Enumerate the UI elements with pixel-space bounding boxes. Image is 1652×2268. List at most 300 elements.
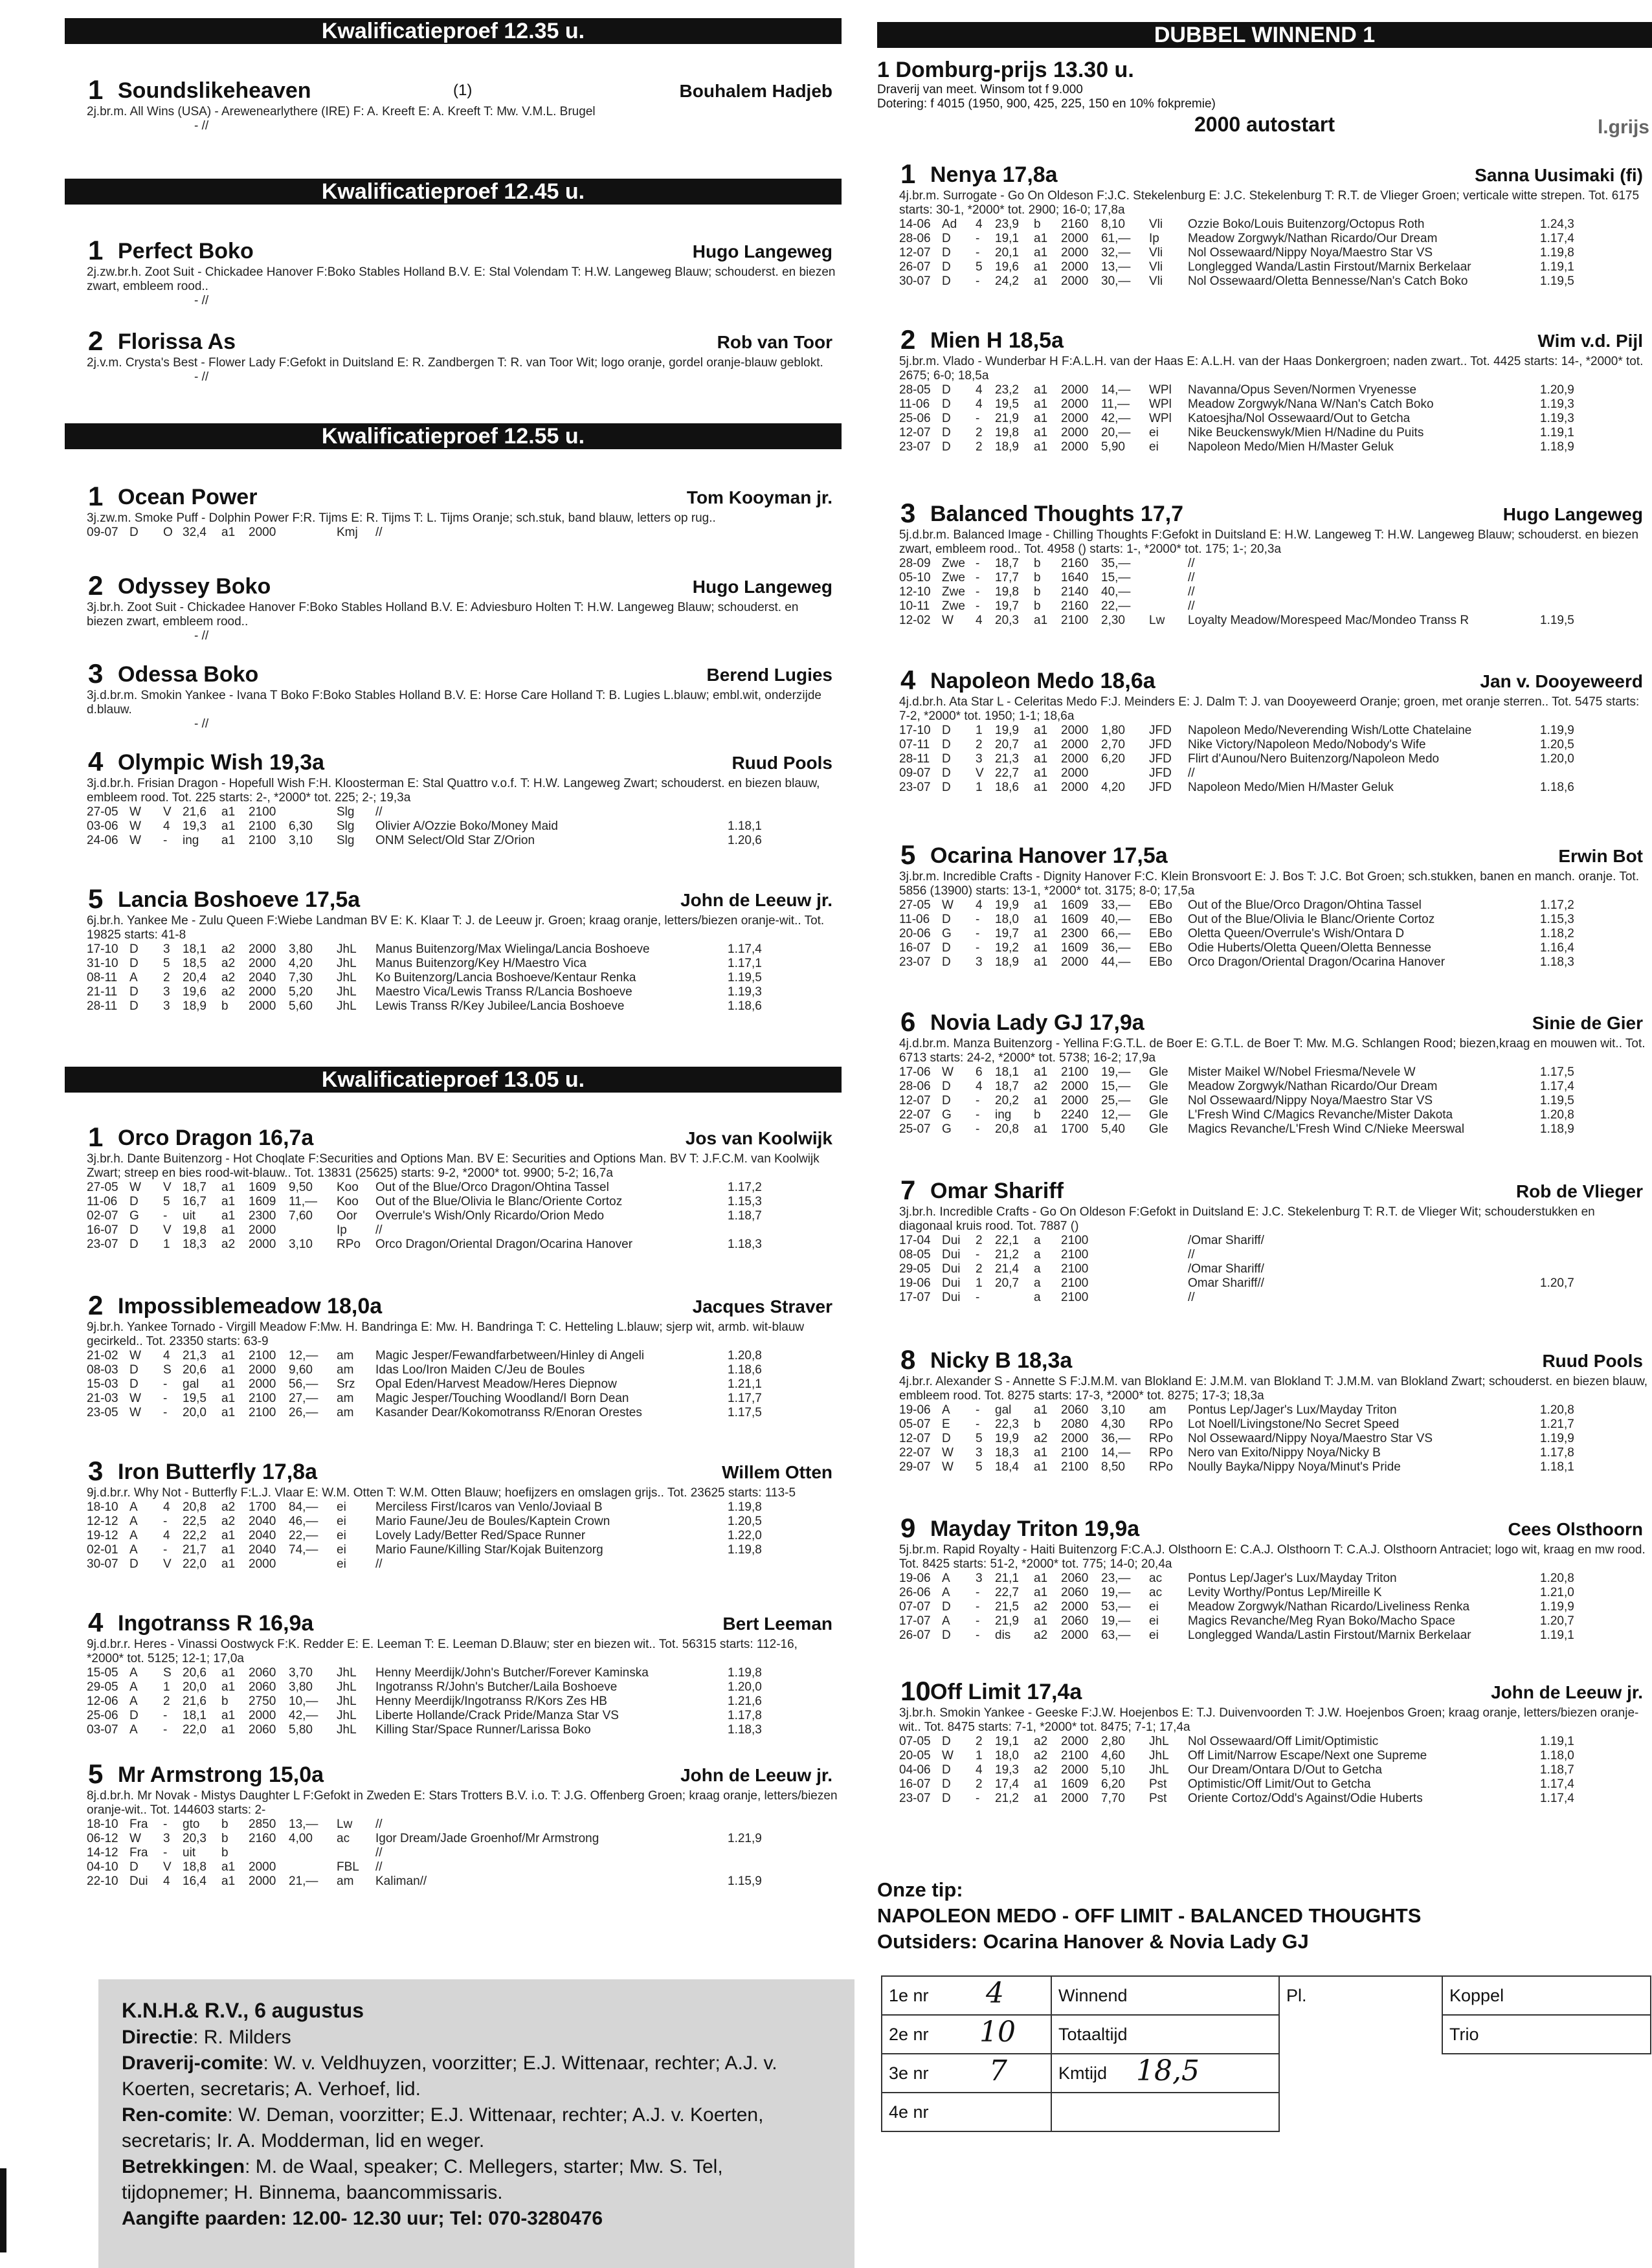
race-start-type: 2000 autostart	[1194, 113, 1335, 136]
totaaltijd-cell: Totaaltijd	[1051, 2015, 1279, 2054]
run-cell: 21,2	[995, 1248, 1019, 1262]
past-runs-table	[87, 1666, 769, 1737]
run-cell: a1	[1034, 955, 1048, 969]
run-cell: 5	[163, 1195, 170, 1208]
entry-number: 1	[88, 235, 104, 265]
run-cell: 23,9	[995, 217, 1019, 231]
horse-entry	[877, 1676, 1652, 1806]
run-cell: 2100	[1061, 1276, 1089, 1290]
run-cell: 28-09	[899, 557, 931, 570]
run-cell: 4	[163, 819, 170, 833]
run-cell: Napoleon Medo/Neverending Wish/Lotte Chatelaine	[1188, 724, 1472, 737]
entry-header	[877, 1007, 1652, 1037]
run-cell: a1	[1034, 927, 1048, 940]
run-cell	[289, 805, 337, 819]
run-cell: a1	[221, 1860, 236, 1874]
result-row-3	[882, 2054, 1051, 2093]
run-cell: -	[163, 1392, 168, 1405]
entry-number: 1	[88, 481, 104, 511]
entry-mark: - //	[194, 119, 209, 133]
run-cell: JhL	[337, 1709, 357, 1722]
run-cell: 04-10	[87, 1860, 118, 1874]
run-cell: 2100	[249, 1406, 276, 1419]
run-row	[899, 927, 1581, 941]
run-cell: 18-10	[87, 1500, 118, 1514]
run-cell: 23-07	[87, 1238, 118, 1251]
run-cell: 12,—	[1101, 1108, 1131, 1122]
run-cell: 3	[163, 985, 170, 999]
run-cell: ONM Select/Old Star Z/Orion	[375, 834, 535, 847]
run-cell: 2140	[1061, 585, 1089, 599]
run-cell: 08-03	[87, 1363, 118, 1377]
run-cell: 84,—	[289, 1500, 318, 1514]
run-cell: 1.19,3	[1540, 412, 1574, 425]
horse-entry	[65, 236, 842, 308]
run-cell: 2,80	[1101, 1735, 1125, 1748]
run-cell: 2160	[1061, 599, 1089, 613]
run-cell: 1.20,7	[1540, 1276, 1574, 1290]
run-row	[899, 941, 1581, 955]
run-row	[87, 1832, 769, 1846]
run-cell: JhL	[337, 971, 357, 984]
run-cell: W	[129, 1349, 141, 1362]
run-cell: 19,1	[995, 232, 1019, 245]
run-cell: D	[942, 1600, 951, 1614]
run-cell: -	[976, 1291, 980, 1304]
run-cell: Orco Dragon/Oriental Dragon/Ocarina Hanover	[1188, 955, 1446, 969]
run-cell: a1	[1034, 274, 1048, 288]
run-cell: 2100	[1061, 1262, 1089, 1276]
entry-number: 2	[900, 324, 916, 355]
run-cell: Kasander Dear/Kokomotranss R/Enoran Orestes	[375, 1406, 642, 1419]
run-cell: 31-10	[87, 957, 118, 970]
run-cell: 2000	[1061, 232, 1089, 245]
run-cell: 20,4	[183, 971, 206, 984]
result-row-4: 4e nr	[882, 2093, 1051, 2131]
run-cell: 2060	[1061, 1403, 1089, 1417]
run-cell: Ingotranss R/John's Butcher/Laila Boshoeve	[375, 1680, 618, 1694]
run-cell: A	[942, 1586, 950, 1599]
empty-cell	[1442, 2093, 1651, 2131]
run-cell: //	[1188, 571, 1195, 584]
run-cell: b	[1034, 557, 1041, 570]
run-cell: 21,—	[289, 1874, 318, 1888]
winnend-cell: Winnend	[1051, 1976, 1279, 2015]
run-cell: 22,0	[183, 1557, 206, 1571]
run-cell: -	[976, 1792, 980, 1805]
run-cell: a1	[1034, 1572, 1048, 1585]
run-cell: //	[1188, 585, 1195, 599]
run-cell: 2000	[1061, 246, 1089, 260]
entry-header	[877, 840, 1652, 870]
run-cell: Nol Ossewaard/Nippy Noya/Maestro Star VS	[1188, 1432, 1433, 1445]
run-cell: Koo	[337, 1195, 359, 1208]
run-cell: Magic Jesper/Fewandfarbetween/Hinley di Angeli	[375, 1349, 645, 1362]
run-cell: 27-05	[87, 805, 118, 819]
run-cell: 1.18,9	[1540, 1122, 1574, 1136]
horse-name: Nenya 17,8a	[930, 162, 1058, 187]
horse-entry	[65, 75, 842, 133]
horse-entry	[65, 1759, 842, 1889]
run-row	[899, 1276, 1581, 1291]
run-cell: 5	[976, 1460, 983, 1474]
run-cell: //	[375, 1860, 383, 1874]
run-cell: 26,—	[289, 1406, 318, 1419]
run-cell	[1149, 585, 1188, 599]
run-cell	[1149, 1276, 1188, 1291]
run-cell: 2000	[249, 1238, 276, 1251]
run-row	[899, 1403, 1581, 1418]
run-cell: 9,60	[289, 1363, 313, 1377]
run-cell: ei	[337, 1543, 346, 1557]
run-cell: 20,3	[183, 1832, 206, 1845]
run-cell	[1101, 1291, 1149, 1305]
run-cell: D	[129, 999, 139, 1013]
section-banner: Kwalificatieproef 13.05 u.	[65, 1067, 842, 1093]
run-cell: 3,10	[289, 1238, 313, 1251]
run-cell: 1.17,4	[1540, 1792, 1574, 1805]
run-cell: 1.19,3	[728, 985, 762, 999]
run-cell: Lewis Transs R/Key Jubilee/Lancia Boshoeve	[375, 999, 625, 1013]
run-cell: W	[129, 1406, 141, 1419]
run-cell: 25-06	[899, 412, 931, 425]
driver-name: Cees Olsthoorn	[1508, 1519, 1643, 1539]
run-row	[899, 571, 1581, 585]
horse-name: Odessa Boko	[118, 662, 259, 687]
run-cell: Zwe	[942, 557, 965, 570]
run-cell: 26-07	[899, 260, 931, 274]
run-cell: 2100	[1061, 1749, 1089, 1762]
run-row	[899, 955, 1581, 970]
pedigree-info: 4j.d.br.m. Manza Buitenzorg - Yellina F:G.T.L. de Boer E: G.T.L. de Boer T: Mw. M.G. Schlangen Rood; biezen,kraag en mouwen wit.. Tot. 6713 starts: 24-2, *2000* tot. 5738; 16-2; 17,9a	[899, 1037, 1646, 1065]
draverij-value: : W. v. Veldhuyzen, voorzitter; E.J. Wittenaar, rechter; A.J. v. Koerten, secretaris; A. Verhoef, lid.	[122, 2052, 777, 2100]
run-cell: 1.15,3	[1540, 913, 1574, 926]
handwritten-number: 7	[989, 2054, 1007, 2087]
run-cell: 07-05	[899, 1735, 931, 1748]
entry-number: 4	[88, 1607, 104, 1638]
run-row	[899, 274, 1581, 289]
handwritten-number: 10	[979, 2016, 1016, 2049]
run-cell: 05-10	[899, 571, 931, 584]
ren-value: : W. Deman, voorzitter; E.J. Wittenaar, rechter; A.J. v. Koerten, secretaris; Ir. A. Modderman, lid en weger.	[122, 2104, 764, 2151]
run-cell: a2	[1034, 1080, 1048, 1093]
run-cell: a1	[1034, 1586, 1048, 1599]
run-cell: ac	[1149, 1586, 1163, 1599]
run-cell: 1.22,0	[728, 1529, 762, 1542]
run-cell: D	[942, 1777, 951, 1791]
run-cell: V	[163, 805, 172, 819]
run-cell: 14-12	[87, 1846, 118, 1860]
run-cell: //	[375, 1818, 383, 1831]
run-cell: JhL	[337, 942, 357, 956]
run-cell: 06-12	[87, 1832, 118, 1845]
run-cell: 1	[976, 1276, 983, 1290]
run-cell: Maestro Vica/Lewis Transs R/Lancia Boshoeve	[375, 985, 632, 999]
past-runs-table	[87, 1500, 769, 1572]
empty-cell	[1051, 2093, 1279, 2131]
run-cell: JFD	[1149, 724, 1172, 737]
run-cell: A	[129, 1680, 138, 1694]
run-cell: 2100	[1061, 1065, 1089, 1079]
run-cell: 1	[163, 1238, 170, 1251]
run-cell: 6,20	[1101, 1777, 1125, 1791]
run-cell: gto	[183, 1818, 200, 1831]
run-cell	[1540, 1248, 1581, 1262]
run-row	[87, 1500, 769, 1515]
run-cell: 17-04	[899, 1234, 931, 1247]
run-cell: //	[1188, 1248, 1195, 1262]
run-cell: 2	[976, 1234, 983, 1247]
run-cell: Nike Beuckenswyk/Mien H/Nadine du Puits	[1188, 426, 1424, 439]
run-cell: Igor Dream/Jade Groenhof/Mr Armstrong	[375, 1832, 599, 1845]
run-cell: 42,—	[289, 1709, 318, 1722]
run-cell: ei	[1149, 1600, 1159, 1614]
run-cell: Ozzie Boko/Louis Buitenzorg/Octopus Roth	[1188, 217, 1425, 231]
run-cell: 1640	[1061, 571, 1089, 584]
run-cell: 02-01	[87, 1543, 118, 1557]
run-cell: 1.24,3	[1540, 217, 1574, 231]
run-cell: a2	[221, 942, 236, 956]
result-label: 3e nr	[889, 2063, 929, 2083]
run-cell: 1.20,9	[1540, 383, 1574, 397]
entry-number: 2	[88, 570, 104, 601]
run-cell: 1.18,7	[728, 1209, 762, 1223]
run-cell: 19,5	[183, 1392, 206, 1405]
run-cell: D	[942, 397, 951, 411]
run-cell: am	[1149, 1403, 1166, 1417]
run-cell: -	[976, 1094, 980, 1107]
run-cell: 1609	[249, 1195, 276, 1208]
run-cell: Off Limit/Narrow Escape/Next one Supreme	[1188, 1749, 1427, 1762]
run-cell: 1.17,1	[728, 957, 762, 970]
run-row	[899, 898, 1581, 913]
driver-name: Bouhalem Hadjeb	[679, 81, 832, 101]
run-cell: 32,4	[183, 526, 206, 539]
run-cell: Meadow Zorgwyk/Nathan Ricardo/Liveliness Renka	[1188, 1600, 1470, 1614]
run-cell: gal	[995, 1403, 1012, 1417]
run-cell: a1	[221, 1392, 236, 1405]
betrekkingen-label: Betrekkingen	[122, 2156, 245, 2177]
run-cell: 21,2	[995, 1792, 1019, 1805]
run-row	[899, 1749, 1581, 1763]
run-cell	[1101, 1234, 1149, 1248]
run-cell: 3	[163, 999, 170, 1013]
run-cell: 20,3	[995, 614, 1019, 627]
run-cell: 7,30	[289, 971, 313, 984]
run-cell: dis	[995, 1629, 1011, 1642]
run-cell	[1101, 1248, 1149, 1262]
run-cell: Levity Worthy/Pontus Lep/Mireille K	[1188, 1586, 1382, 1599]
run-cell: 28-11	[87, 999, 118, 1013]
past-runs-table	[899, 557, 1581, 628]
run-cell: b	[221, 1818, 229, 1831]
run-row	[899, 383, 1581, 397]
run-cell: a1	[1034, 781, 1048, 794]
run-cell: ac	[1149, 1572, 1163, 1585]
run-cell: 30,—	[1101, 274, 1131, 288]
horse-entry	[65, 659, 842, 731]
run-cell	[728, 526, 769, 540]
run-cell: 08-11	[87, 971, 118, 984]
run-cell: 4,60	[1101, 1749, 1125, 1762]
past-runs-table	[899, 724, 1581, 795]
run-cell	[728, 805, 769, 819]
entry-number: 7	[900, 1175, 916, 1205]
run-cell: Odie Huberts/Oletta Queen/Oletta Bennesse	[1188, 941, 1431, 955]
entry-header	[877, 665, 1652, 695]
run-cell: 19,3	[183, 819, 206, 833]
run-cell: -	[976, 232, 980, 245]
run-cell: 2000	[1061, 1735, 1089, 1748]
run-cell: 1.19,8	[728, 1543, 762, 1557]
run-cell: a1	[221, 819, 236, 833]
run-cell: D	[129, 1377, 139, 1391]
run-cell: 3	[163, 942, 170, 956]
entry-number: 10	[900, 1676, 931, 1706]
run-cell: EBo	[1149, 941, 1172, 955]
run-cell: 44,—	[1101, 955, 1131, 969]
run-cell: b	[1034, 599, 1041, 613]
horse-entry	[65, 1122, 842, 1252]
run-cell: Mario Faune/Killing Star/Kojak Buitenzorg	[375, 1543, 603, 1557]
run-cell: Ko Buitenzorg/Lancia Boshoeve/Kentaur Renka	[375, 971, 636, 984]
run-row	[87, 942, 769, 957]
run-cell: 20,0	[183, 1406, 206, 1419]
entry-number: 4	[88, 746, 104, 777]
run-cell: 1.17,5	[728, 1406, 762, 1419]
run-cell: 23,—	[1101, 1572, 1131, 1585]
run-row	[899, 1572, 1581, 1586]
run-cell: Oor	[337, 1209, 357, 1223]
run-cell: Liberte Hollande/Crack Pride/Manza Star VS	[375, 1709, 619, 1722]
run-cell: 2160	[1061, 557, 1089, 570]
run-cell: 2000	[1061, 1629, 1089, 1642]
directie-line	[122, 2025, 831, 2051]
run-cell: a1	[221, 1223, 236, 1237]
run-cell: 25,—	[1101, 1094, 1131, 1107]
run-row	[899, 1586, 1581, 1600]
entry-header	[877, 498, 1652, 528]
run-cell: Gle	[1149, 1094, 1168, 1107]
run-cell: Gle	[1149, 1108, 1168, 1122]
run-cell: 17,4	[995, 1777, 1019, 1791]
run-cell: 25-06	[87, 1709, 118, 1722]
run-cell: 2000	[249, 985, 276, 999]
run-cell: 28-06	[899, 232, 931, 245]
run-cell: 12,—	[289, 1349, 318, 1362]
run-cell: 2240	[1061, 1108, 1089, 1122]
run-row	[899, 1122, 1581, 1137]
run-cell: JhL	[337, 1695, 357, 1708]
run-cell: 1.19,5	[1540, 614, 1574, 627]
run-cell: Oletta Queen/Overrule's Wish/Ontara D	[1188, 927, 1405, 940]
run-cell: 2000	[1061, 766, 1089, 780]
horse-name: Nicky B 18,3a	[930, 1348, 1073, 1373]
run-cell: Napoleon Medo/Mien H/Master Geluk	[1188, 440, 1394, 454]
run-cell: 6,30	[289, 819, 313, 833]
run-cell: 18,7	[995, 1080, 1019, 1093]
run-cell: 28-06	[899, 1080, 931, 1093]
run-cell: /Omar Shariff/	[1188, 1234, 1264, 1247]
tip-block	[877, 1877, 1652, 1955]
run-cell: D	[942, 738, 951, 751]
run-cell: A	[129, 1515, 138, 1528]
run-cell: a1	[221, 1181, 236, 1194]
run-cell: Slg	[337, 819, 355, 833]
run-cell: 2	[976, 440, 983, 454]
run-cell: //	[375, 805, 383, 819]
run-cell: 2000	[249, 1363, 276, 1377]
run-cell: S	[163, 1363, 172, 1377]
run-cell: W	[129, 819, 141, 833]
run-cell: 23-07	[899, 440, 931, 454]
run-cell: Lw	[1149, 614, 1165, 627]
run-row	[899, 1600, 1581, 1614]
run-cell: -	[976, 1248, 980, 1262]
entry-header	[877, 1175, 1652, 1205]
run-cell: 23-05	[87, 1406, 118, 1419]
driver-name: Hugo Langeweg	[1502, 504, 1643, 524]
horse-entry	[877, 840, 1652, 970]
run-cell: Nero van Exito/Nippy Noya/Nicky B	[1188, 1446, 1381, 1460]
run-cell: Henny Meerdijk/John's Butcher/Forever Kaminska	[375, 1666, 649, 1680]
run-cell: V	[163, 1223, 172, 1237]
run-cell: 1.19,1	[1540, 1629, 1574, 1642]
run-cell: 21-03	[87, 1392, 118, 1405]
run-cell: ei	[1149, 440, 1159, 454]
run-row	[87, 1209, 769, 1223]
run-cell	[289, 1557, 337, 1572]
run-cell: EBo	[1149, 927, 1172, 940]
run-cell: Koo	[337, 1181, 359, 1194]
race-header	[877, 57, 1652, 137]
run-cell: 21,7	[183, 1543, 206, 1557]
run-cell	[1149, 1234, 1188, 1248]
betrekkingen-line	[122, 2154, 831, 2206]
run-cell: a1	[1034, 752, 1048, 766]
entry-header	[65, 236, 842, 265]
run-cell: 22,7	[995, 1586, 1019, 1599]
run-cell: a2	[1034, 1600, 1048, 1614]
run-cell: a1	[221, 1406, 236, 1419]
run-cell: 2060	[1061, 1586, 1089, 1599]
run-cell: 21,3	[183, 1349, 206, 1362]
run-cell: D	[942, 766, 951, 780]
run-cell: 18,1	[995, 1065, 1019, 1079]
run-cell: -	[976, 927, 980, 940]
run-cell: a1	[221, 1723, 236, 1737]
run-cell: 18,4	[995, 1460, 1019, 1474]
run-cell: 2060	[249, 1723, 276, 1737]
run-cell: 19-12	[87, 1529, 118, 1542]
run-cell: JhL	[1149, 1763, 1169, 1777]
run-cell: Meadow Zorgwyk/Nathan Ricardo/Our Dream	[1188, 232, 1438, 245]
run-cell: 2000	[1061, 274, 1089, 288]
run-cell: a1	[221, 1209, 236, 1223]
run-cell: am	[337, 1874, 354, 1888]
horse-name: Soundslikeheaven	[118, 78, 311, 103]
run-cell: 1.18,3	[728, 1723, 762, 1737]
run-cell: a1	[1034, 724, 1048, 737]
run-cell: 1.19,5	[728, 971, 762, 984]
run-cell: //	[1188, 599, 1195, 613]
run-cell: ing	[995, 1108, 1012, 1122]
run-cell: A	[942, 1403, 950, 1417]
run-cell: a2	[1034, 1735, 1048, 1748]
run-cell: 1.17,4	[1540, 1777, 1574, 1791]
pedigree-info: 2j.v.m. Crysta's Best - Flower Lady F:Gefokt in Duitsland E: R. Zandbergen T: R. van Toor Wit; logo oranje, gordel oranje-blauw geblokt.	[87, 356, 823, 370]
run-cell: 19,8	[995, 426, 1019, 439]
